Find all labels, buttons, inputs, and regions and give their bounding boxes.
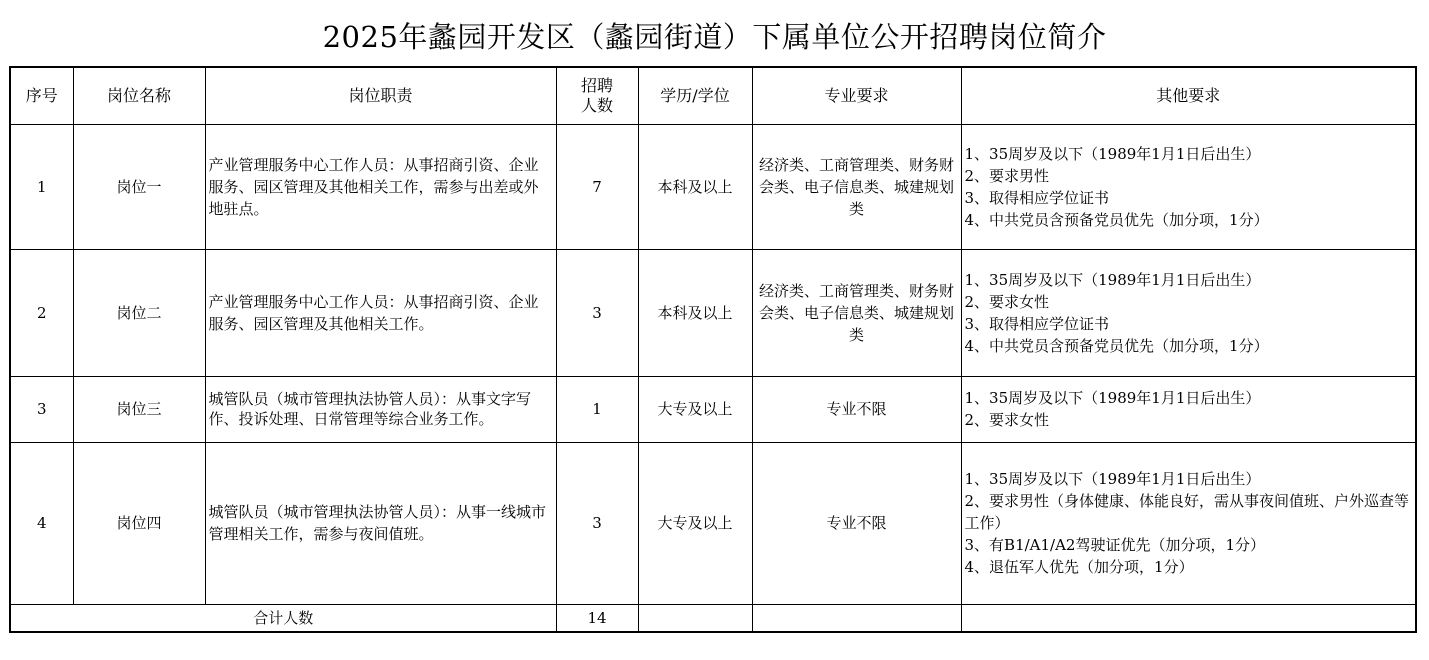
requirement-line: 2、要求女性 [964, 292, 1050, 311]
cell-education: 大专及以上 [638, 376, 752, 442]
table-row [10, 442, 1416, 604]
total-count: 14 [556, 604, 638, 632]
total-empty-cell [752, 604, 961, 632]
document-title: 2025年蠡园开发区（蠡园街道）下属单位公开招聘岗位简介 [322, 20, 1107, 54]
cell-seq: 4 [10, 442, 73, 604]
cell-other-requirements [961, 249, 1416, 376]
header-count-line2: 人数 [580, 95, 613, 115]
total-label: 合计人数 [10, 604, 556, 632]
table-row [10, 376, 1416, 442]
cell-count: 3 [556, 249, 638, 376]
table-header-row [10, 67, 1416, 124]
cell-duty: 产业管理服务中心工作人员：从事招商引资、企业服务、园区管理及其他相关工作。 [205, 249, 556, 376]
cell-count: 3 [556, 442, 638, 604]
cell-other-requirements [961, 442, 1416, 604]
requirement-line: 3、取得相应学位证书 [964, 188, 1110, 207]
header-duty: 岗位职责 [205, 67, 556, 124]
requirement-line: 1、35周岁及以下（1989年1月1日后出生） [964, 270, 1261, 289]
cell-major: 专业不限 [752, 376, 961, 442]
cell-position-name: 岗位二 [73, 249, 205, 376]
cell-seq: 1 [10, 124, 73, 249]
total-empty-cell [638, 604, 752, 632]
cell-education: 大专及以上 [638, 442, 752, 604]
requirement-line: 4、退伍军人优先（加分项，1分） [964, 558, 1194, 576]
cell-major: 经济类、工商管理类、财务财会类、电子信息类、城建规划类 [752, 249, 961, 376]
total-empty-cell [961, 604, 1416, 632]
cell-other-requirements [961, 376, 1416, 442]
cell-count: 7 [556, 124, 638, 249]
cell-position-name: 岗位三 [73, 376, 205, 442]
requirement-line: 4、中共党员含预备党员优先（加分项，1分） [964, 210, 1269, 229]
requirement-line: 3、取得相应学位证书 [964, 314, 1110, 333]
header-position-name: 岗位名称 [73, 67, 205, 124]
total-row [10, 604, 1416, 632]
header-count [556, 67, 638, 124]
header-other: 其他要求 [961, 67, 1416, 124]
cell-education: 本科及以上 [638, 124, 752, 249]
job-positions-table [9, 66, 1417, 633]
cell-duty: 产业管理服务中心工作人员：从事招商引资、企业服务、园区管理及其他相关工作，需参与出差或外地驻点。 [205, 124, 556, 249]
requirement-line: 4、中共党员含预备党员优先（加分项，1分） [964, 336, 1269, 355]
cell-position-name: 岗位四 [73, 442, 205, 604]
requirement-line: 1、35周岁及以下（1989年1月1日后出生） [964, 470, 1261, 488]
cell-position-name: 岗位一 [73, 124, 205, 249]
cell-duty: 城管队员（城市管理执法协管人员）：从事一线城市管理相关工作，需参与夜间值班。 [205, 442, 556, 604]
cell-seq: 3 [10, 376, 73, 442]
cell-duty: 城管队员（城市管理执法协管人员）：从事文字写作、投诉处理、日常管理等综合业务工作。 [205, 376, 556, 442]
cell-count: 1 [556, 376, 638, 442]
cell-major: 经济类、工商管理类、财务财会类、电子信息类、城建规划类 [752, 124, 961, 249]
table-row [10, 124, 1416, 249]
cell-major: 专业不限 [752, 442, 961, 604]
cell-education: 本科及以上 [638, 249, 752, 376]
cell-other-requirements [961, 124, 1416, 249]
requirement-line: 3、有B1/A1/A2驾驶证优先（加分项，1分） [964, 536, 1266, 554]
requirement-line: 1、35周岁及以下（1989年1月1日后出生） [964, 144, 1261, 163]
header-count-line1: 招聘 [580, 75, 613, 95]
table-row [10, 249, 1416, 376]
requirement-line: 2、要求女性 [964, 411, 1050, 429]
cell-seq: 2 [10, 249, 73, 376]
header-seq: 序号 [10, 67, 73, 124]
requirement-line: 1、35周岁及以下（1989年1月1日后出生） [964, 389, 1261, 407]
header-education: 学历/学位 [638, 67, 752, 124]
requirement-line: 2、要求男性 [964, 166, 1050, 185]
header-major: 专业要求 [752, 67, 961, 124]
requirement-line: 2、要求男性（身体健康、体能良好，需从事夜间值班、户外巡查等工作） [964, 492, 1410, 532]
